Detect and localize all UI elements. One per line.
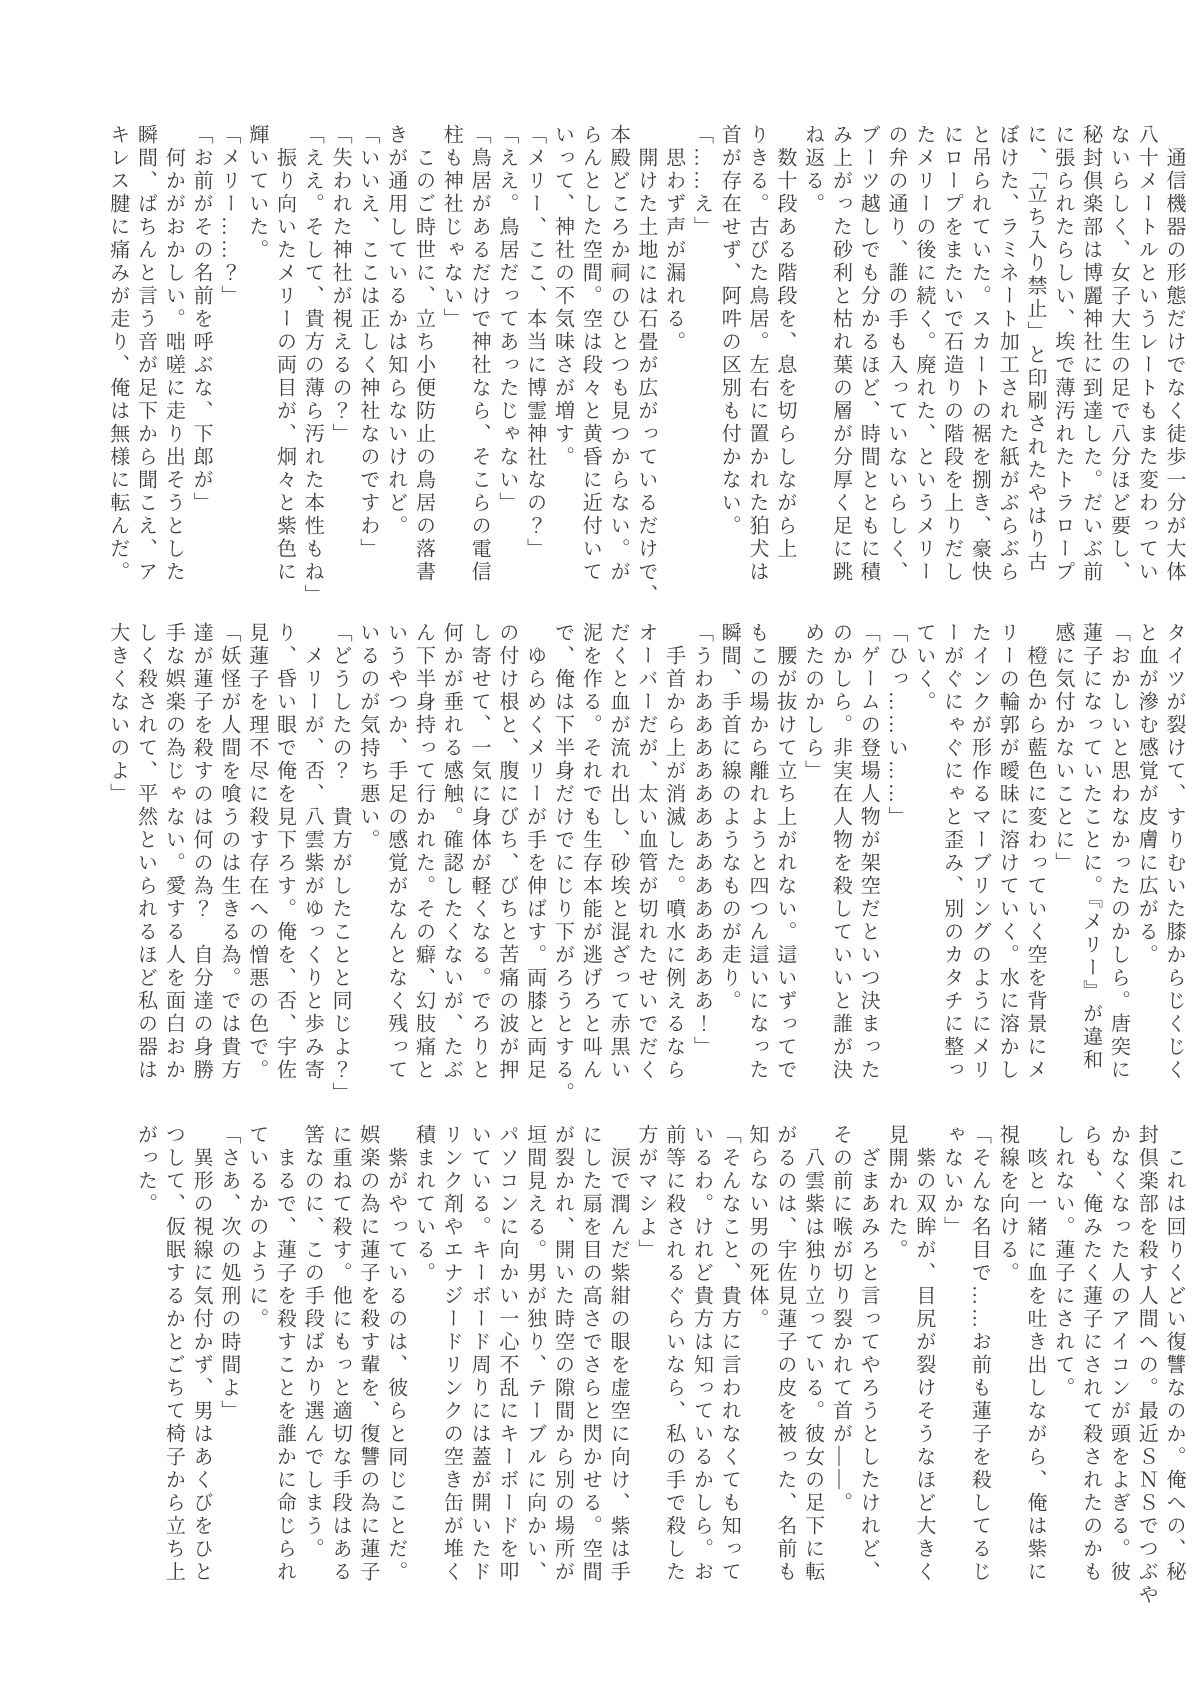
text-column: がるのは、宇佐見蓮子の皮を被った、名前も [773,1124,796,1584]
text-column: いって、神社の不気味さが増す。 [551,124,574,469]
text-column: ないらしく、女子大生の足で八分ほど要し、 [1107,124,1130,584]
text-column: 達が蓮子を殺すのは何の為？ 自分達の身勝 [190,622,213,1082]
text-column: 「妖怪が人間を喰うのは生きる為。では貴方 [217,622,240,1082]
text-column: がった。 [134,1124,157,1216]
text-column: 「そんな名目で……お前も蓮子を殺してるじ [968,1124,991,1584]
text-column: その前に喉が切り裂かれて首が――。 [829,1124,852,1515]
text-column: 「鳥居があるだけで神社なら、そこらの電信 [468,124,491,584]
text-column: ていく。 [912,622,935,714]
text-column: の付け根と、腹にびち、びちと苦痛の波が押 [495,622,518,1082]
text-column: で、俺は下半身だけでにじり下がろうとする。 [551,622,574,1105]
text-column: 「ひっ……い……」 [885,622,908,829]
text-column: に重ねて殺す。他にもっと適切な手段はある [329,1124,352,1584]
text-column: ているかのように。 [245,1124,268,1331]
text-column: りきる。古びた鳥居。左右に置かれた狛犬は [746,124,769,584]
text-column: だくと血が流れ出し、砂埃と混ざって赤黒い [607,622,630,1082]
text-column: しく殺されて、平然といられるほど私の器は [134,622,157,1082]
text-column: めたのかしら」 [801,622,824,783]
text-column: 八十メートルというレートもまた変わってい [1135,124,1158,584]
text-column: 涙で潤んだ紫紺の眼を虚空に向け、紫は手 [607,1124,630,1584]
text-column: 八雲紫は独り立っている。彼女の足下に転 [801,1124,824,1584]
text-column: 本殿どころか祠のひとつも見つからない。が [607,124,630,584]
text-column: これは回りくどい復讐なのか。俺への、秘 [1163,1124,1185,1584]
text-column: 見蓮子を理不尽に殺す存在への憎悪の色で。 [245,622,268,1082]
text-column: 「おかしいと思わなかったのかしら。唐突に [1107,622,1130,1082]
text-column: きが通用しているかは知らないけれど。 [384,124,407,538]
text-column: 「うわああああああああああああああ！」 [690,622,713,1059]
text-column: 感に気付かないことに」 [1051,622,1074,875]
text-column: 紫の双眸が、目尻が裂けそうなほど大きく [912,1124,935,1584]
text-column: 何かがおかしい。咄嗟に走り出そうとした [162,124,185,584]
text-column: しれない。蓮子にされて。 [1051,1124,1074,1400]
text-column: ね返る。 [801,124,824,216]
text-column: 「さあ、次の処刑の時間よ」 [217,1124,240,1423]
text-column: 開けた土地には石畳が広がっているだけで、 [634,124,657,607]
text-column: ブーツ越しでも分かるほど、時間とともに積 [857,124,880,584]
text-column: し寄せて、一気に身体が軽くなる。でろりと [468,622,491,1082]
text-column: メリーが、否、八雲紫がゆっくりと歩み寄 [301,622,324,1082]
text-column: ん下半身持って行かれた。その癖、幻肢痛と [412,622,435,1082]
text-column: 大きくないのよ」 [106,622,129,806]
text-column: り、昏い眼で俺を見下ろす。俺を、否、宇佐 [273,622,296,1082]
text-column: 腰が抜けて立ち上がれない。這いずってで [773,622,796,1082]
text-column: 柱も神社じゃない」 [440,124,463,331]
text-column: 紫がやっているのは、彼らと同じことだ。 [384,1124,407,1584]
text-column: にした扇を目の高さでさらと閃かせる。空間 [579,1124,602,1584]
text-column: 「ゲームの登場人物が架空だといつ決まった [857,622,880,1082]
text-column: このご時世に、立ち小便防止の鳥居の落書 [412,124,435,584]
text-column: リンク剤やエナジードリンクの空き缶が堆く [440,1124,463,1584]
text-column: 視線を向ける。 [996,1124,1019,1285]
text-column: 通信機器の形態だけでなく徒歩一分が大体 [1163,124,1185,584]
text-column: リーの輪郭が曖昧に溶けていく。水に溶かし [996,622,1019,1082]
text-column: ぼけた、ラミネート加工された紙がぶらぶら [996,124,1019,584]
text-column: つして、仮眠するかとごちて椅子から立ち上 [162,1124,185,1584]
text-column: 封倶楽部を殺す人間への。最近ＳＮＳでつぶや [1135,1124,1158,1607]
text-column: パソコンに向かい一心不乱にキーボードを叩 [495,1124,518,1584]
text-column: ゆらめくメリーが手を伸ばす。両膝と両足 [523,622,546,1082]
text-column: もこの場から離れようと四つん這いになった [746,622,769,1082]
text-column: かなくなった人のアイコンが頭をよぎる。彼 [1107,1124,1130,1584]
text-column: 思わず声が漏れる。 [662,124,685,354]
text-column: 咳と一緒に血を吐き出しながら、俺は紫に [1024,1124,1047,1584]
text-column: いうやつか、手足の感覚がなんとなく残って [384,622,407,1082]
text-column: 数十段ある階段を、息を切らしながら上 [773,124,796,561]
text-column: 方がマシよ」 [634,1124,657,1262]
text-column: 「どうしたの？ 貴方がしたことと同じよ？」 [329,622,352,1105]
text-column: と吊られていた。スカートの裾を捌き、豪快 [968,124,991,584]
text-column: に張られたらしい、埃で薄汚れたトラロープ [1051,124,1074,584]
text-column: ゃないか」 [940,1124,963,1239]
text-column: 「そんなこと、貴方に言われなくても知って [718,1124,741,1584]
text-column: オーバーだが、太い血管が切れたせいでだく [634,622,657,1082]
text-column: 見開かれた。 [885,1124,908,1262]
text-column: 瞬間、ばちんと言う音が足下から聞こえ、ア [134,124,157,584]
text-column: 垣間見える。男が独り、テーブルに向かい、 [523,1124,546,1584]
text-column: キレス腱に痛みが走り、俺は無様に転んだ。 [106,124,129,584]
text-column: ざまあみろと言ってやろうとしたけれど、 [857,1124,880,1584]
text-column: 異形の視線に気付かず、男はあくびをひと [190,1124,213,1584]
text-column: と血が滲む感覚が皮膚に広がる。 [1135,622,1158,967]
text-column: 知らない男の死体。 [746,1124,769,1331]
text-column: が裂かれ、開いた時空の隙間から別の場所が [551,1124,574,1584]
text-band-3 [131,1124,1187,1620]
text-band-1 [103,124,1187,620]
text-column: ーがぐにゃぐにゃと歪み、別のカタチに整っ [940,622,963,1082]
text-column: 手首から上が消滅した。噴水に例えるなら [662,622,685,1082]
text-column: 「いいえ、ここは正しく神社なのですわ」 [356,124,379,561]
text-column: 「ええ。鳥居だってあったじゃない」 [495,124,518,515]
text-column: まるで、蓮子を殺すことを誰かに命じられ [273,1124,296,1584]
text-column: タイツが裂けて、すりむいた膝からじくじく [1163,622,1185,1082]
text-column: み上がった砂利と枯れ葉の層が分厚く足に跳 [829,124,852,584]
text-column: いている。キーボード周りには蓋が開いたド [468,1124,491,1584]
text-column: いるのが気持ち悪い。 [356,622,379,852]
text-column: 手な娯楽の為じゃない。愛する人を面白おか [162,622,185,1082]
text-column: 首が存在せず、阿吽の区別も付かない。 [718,124,741,538]
text-column: 積まれている。 [412,1124,435,1285]
text-column: らんとした空間。空は段々と黄昏に近付いて [579,124,602,584]
text-column: 泥を作る。それでも生存本能が逃げろと叫ん [579,622,602,1082]
text-column: たインクが形作るマーブリングのようにメリ [968,622,991,1082]
text-column: 蓮子になっていたことに。『メリー』が違和 [1079,622,1102,1072]
text-column: に、「立ち入り禁止」と印刷されたやはり古 [1024,124,1047,574]
text-band-2 [103,622,1187,1118]
text-column: 「……え」 [690,124,713,239]
text-column: 筈なのに、この手段ばかり選んでしまう。 [301,1124,324,1561]
text-column: 輝いていた。 [245,124,268,262]
text-column: 「ええ。そして、貴方の薄ら汚れた本性もね」 [301,124,324,607]
text-column: いるわ。けれど貴方は知っているかしら。お [690,1124,713,1584]
text-column: のかしら。非実在人物を殺していいと誰が決 [829,622,852,1082]
text-column: 娯楽の為に蓮子を殺す輩を、復讐の為に蓮子 [356,1124,379,1584]
text-column: 振り向いたメリーの両目が、炯々と紫色に [273,124,296,584]
text-column: 瞬間、手首に線のようなものが走り。 [718,622,741,1013]
text-column: 「お前がその名前を呼ぶな、下郎が」 [190,124,213,515]
text-column: 秘封倶楽部は博麗神社に到達した。だいぶ前 [1079,124,1102,584]
text-column: にロープをまたいで石造りの階段を上りだし [940,124,963,584]
text-column: 橙色から藍色に変わっていく空を背景にメ [1024,622,1047,1082]
text-column: らも、俺みたく蓮子にされて殺されたのかも [1079,1124,1102,1584]
text-column: たメリーの後に続く。廃れた、というメリー [912,124,935,584]
text-column: 「失われた神社が視えるの？」 [329,124,352,446]
text-column: 「メリー、ここ、本当に博霊神社なの？」 [523,124,546,561]
text-column: 何かが垂れる感触。確認したくないが、たぶ [440,622,463,1082]
text-column: 「メリー……？」 [217,124,240,308]
text-column: の弁の通り、誰の手も入っていないらしく、 [885,124,908,584]
text-column: 前等に殺されるぐらいなら、私の手で殺した [662,1124,685,1584]
